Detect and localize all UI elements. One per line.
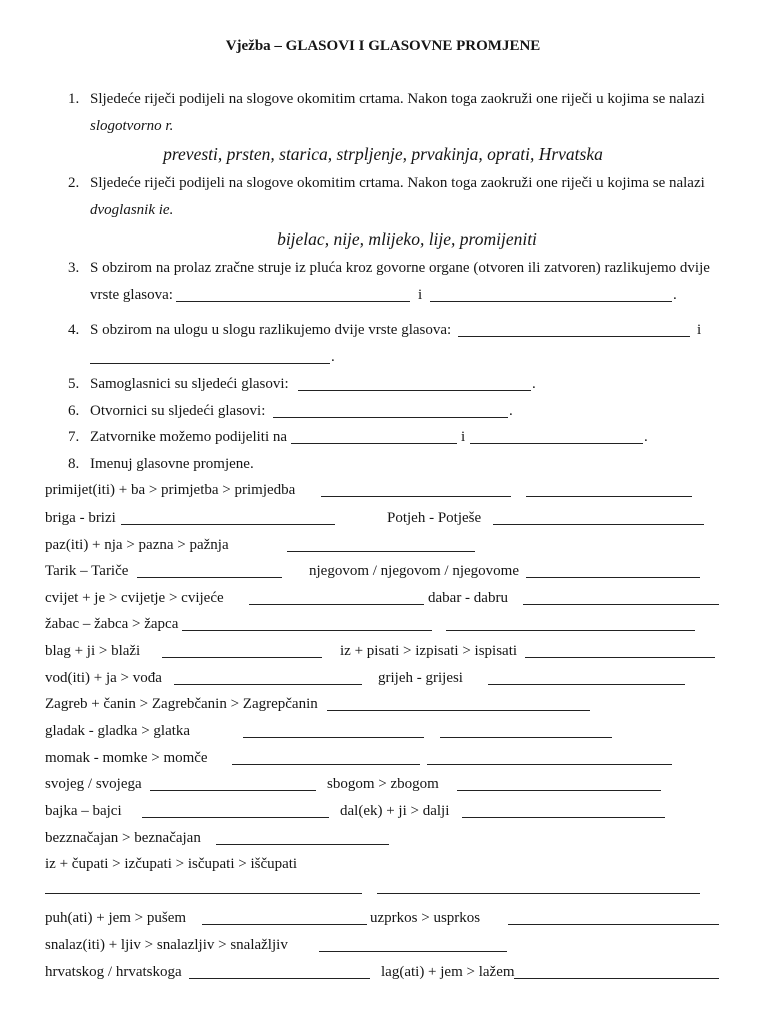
task-instruction: Imenuj glasovne promjene. (90, 456, 254, 472)
exercise-text: Tarik – Tariče (45, 563, 129, 579)
exercise-text: dabar - dabru (428, 590, 508, 606)
task-number: 2. (68, 175, 80, 191)
answer-line (462, 817, 665, 818)
exercise-text: svojeg / svojega (45, 776, 142, 792)
answer-line (457, 790, 661, 791)
answer-line (525, 657, 715, 658)
task-number: 3. (68, 260, 80, 276)
exercise-text: briga - brizi (45, 510, 116, 526)
period-text: . (509, 403, 513, 419)
answer-line (377, 893, 700, 894)
answer-line (298, 390, 531, 391)
answer-line (287, 551, 475, 552)
answer-line (430, 301, 672, 302)
task-number: 1. (68, 91, 80, 107)
task-number: 6. (68, 403, 80, 419)
task-number: 5. (68, 376, 80, 392)
answer-line (523, 604, 719, 605)
task-1 (0, 90, 768, 108)
task-number: 7. (68, 429, 80, 445)
task-2 (0, 174, 768, 192)
task-instruction: S obzirom na prolaz zračne struje iz pluća kroz govorne organe (otvoren ili zatvoren) razlikujemo dvije (90, 260, 710, 276)
answer-line (488, 684, 685, 685)
exercise-row (0, 749, 768, 767)
task-instruction-term: dvoglasnik ie. (90, 202, 174, 218)
exercise-text: dal(ek) + ji > dalji (340, 803, 450, 819)
exercise-answer-row (0, 878, 768, 896)
answer-line (249, 604, 424, 605)
exercise-row (0, 642, 768, 660)
exercise-text: bajka – bajci (45, 803, 122, 819)
answer-line (137, 577, 282, 578)
exercise-row (0, 775, 768, 793)
exercise-text: vod(iti) + ja > vođa (45, 670, 162, 686)
answer-line (176, 301, 410, 302)
exercise-text: hrvatskog / hrvatskoga (45, 964, 182, 980)
exercise-row (0, 936, 768, 954)
answer-line (440, 737, 612, 738)
exercise-text: momak - momke > momče (45, 750, 208, 766)
exercise-text: žabac – žabca > žapca (45, 616, 179, 632)
exercise-text: grijeh - grijesi (378, 670, 463, 686)
task-1-word-list: prevesti, prsten, starica, strpljenje, prvakinja, oprati, Hrvatska (163, 144, 603, 164)
exercise-text: uzprkos > usprkos (370, 910, 481, 926)
answer-line (243, 737, 424, 738)
task-instruction: Otvornici su sljedeći glasovi: (90, 403, 266, 419)
answer-line (526, 496, 692, 497)
answer-line (202, 924, 367, 925)
task-number: 8. (68, 456, 80, 472)
exercise-row (0, 589, 768, 607)
answer-line (142, 817, 329, 818)
exercise-row (0, 562, 768, 580)
exercise-row (0, 829, 768, 847)
task-3 (0, 259, 768, 277)
answer-line (508, 924, 719, 925)
task-8 (0, 455, 768, 473)
exercise-row (0, 509, 768, 527)
task-number: 4. (68, 322, 80, 338)
answer-line (470, 443, 643, 444)
answer-line (45, 893, 362, 894)
exercise-text: snalaz(iti) + ljiv > snalazljiv > snalažljiv (45, 937, 288, 953)
task-3-answer-line (0, 286, 768, 304)
answer-line (150, 790, 316, 791)
exercise-row (0, 481, 768, 499)
worksheet-title: Vježba – GLASOVI I GLASOVNE PROMJENE (225, 38, 541, 54)
task-4-answer-line (0, 348, 768, 366)
answer-line (319, 951, 507, 952)
answer-line (526, 577, 700, 578)
exercise-text: iz + čupati > izčupati > isčupati > iščupati (45, 856, 298, 872)
conjunction-text: i (418, 287, 423, 303)
answer-line (321, 496, 511, 497)
answer-line (458, 336, 690, 337)
exercise-row (0, 536, 768, 554)
answer-line (446, 630, 695, 631)
answer-line (327, 710, 590, 711)
task-instruction: S obzirom na ulogu u slogu razlikujemo dvije vrste glasova: (90, 322, 452, 338)
exercise-text: bezznačajan > beznačajan (45, 830, 201, 846)
task-1-continuation (0, 117, 768, 135)
answer-line (493, 524, 704, 525)
task-6 (0, 402, 768, 420)
answer-line (216, 844, 389, 845)
answer-line (514, 978, 719, 979)
task-2-continuation (0, 201, 768, 219)
task-instruction: Sljedeće riječi podijeli na slogove okomitim crtama. Nakon toga zaokruži one riječi u kojima se nalazi (90, 175, 705, 191)
exercise-text: blag + ji > blaži (45, 643, 141, 659)
period-text: . (532, 376, 536, 392)
answer-line (232, 764, 420, 765)
conjunction-text: i (697, 322, 702, 338)
exercise-text: Potjeh - Potješe (387, 510, 482, 526)
period-text: . (331, 349, 335, 365)
answer-line (174, 684, 362, 685)
exercise-row (0, 963, 768, 981)
exercise-text: sbogom > zbogom (327, 776, 439, 792)
answer-line (273, 417, 508, 418)
task-instruction: Sljedeće riječi podijeli na slogove okomitim crtama. Nakon toga zaokruži one riječi u kojima se nalazi (90, 91, 705, 107)
answer-line (162, 657, 322, 658)
period-text: . (644, 429, 648, 445)
task-instruction-term: slogotvorno r. (90, 118, 174, 134)
exercise-text: gladak - gladka > glatka (45, 723, 191, 739)
exercise-text: puh(ati) + jem > pušem (45, 910, 187, 926)
exercise-row (0, 669, 768, 687)
exercise-row (0, 802, 768, 820)
exercise-text: iz + pisati > izpisati > ispisati (340, 643, 518, 659)
exercise-row (0, 615, 768, 633)
exercise-text: paz(iti) + nja > pazna > pažnja (45, 537, 229, 553)
answer-line (182, 630, 432, 631)
answer-line (427, 764, 672, 765)
task-instruction: Samoglasnici su sljedeći glasovi: (90, 376, 289, 392)
task-7 (0, 428, 768, 446)
exercise-text: njegovom / njegovom / njegovome (309, 563, 519, 579)
answer-line (121, 524, 335, 525)
task-instruction: Zatvornike možemo podijeliti na (90, 429, 288, 445)
answer-line (291, 443, 457, 444)
exercise-text: lag(ati) + jem > lažem (381, 964, 515, 980)
answer-line (189, 978, 370, 979)
exercise-text: Zagreb + čanin > Zagrebčanin > Zagrepčanin (45, 696, 318, 712)
exercise-row (0, 722, 768, 740)
task-4 (0, 321, 768, 339)
exercise-text: cvijet + je > cvijetje > cvijeće (45, 590, 224, 606)
task-5 (0, 375, 768, 393)
task-instruction: vrste glasova: (90, 287, 173, 303)
exercise-row (0, 695, 768, 713)
answer-line (90, 363, 330, 364)
exercise-row (0, 909, 768, 927)
conjunction-text: i (461, 429, 466, 445)
task-2-word-list: bijelac, nije, mlijeko, lije, promijeniti (277, 229, 537, 249)
exercise-row (0, 855, 768, 873)
period-text: . (673, 287, 677, 303)
exercise-text: primijet(iti) + ba > primjetba > primjedba (45, 482, 296, 498)
